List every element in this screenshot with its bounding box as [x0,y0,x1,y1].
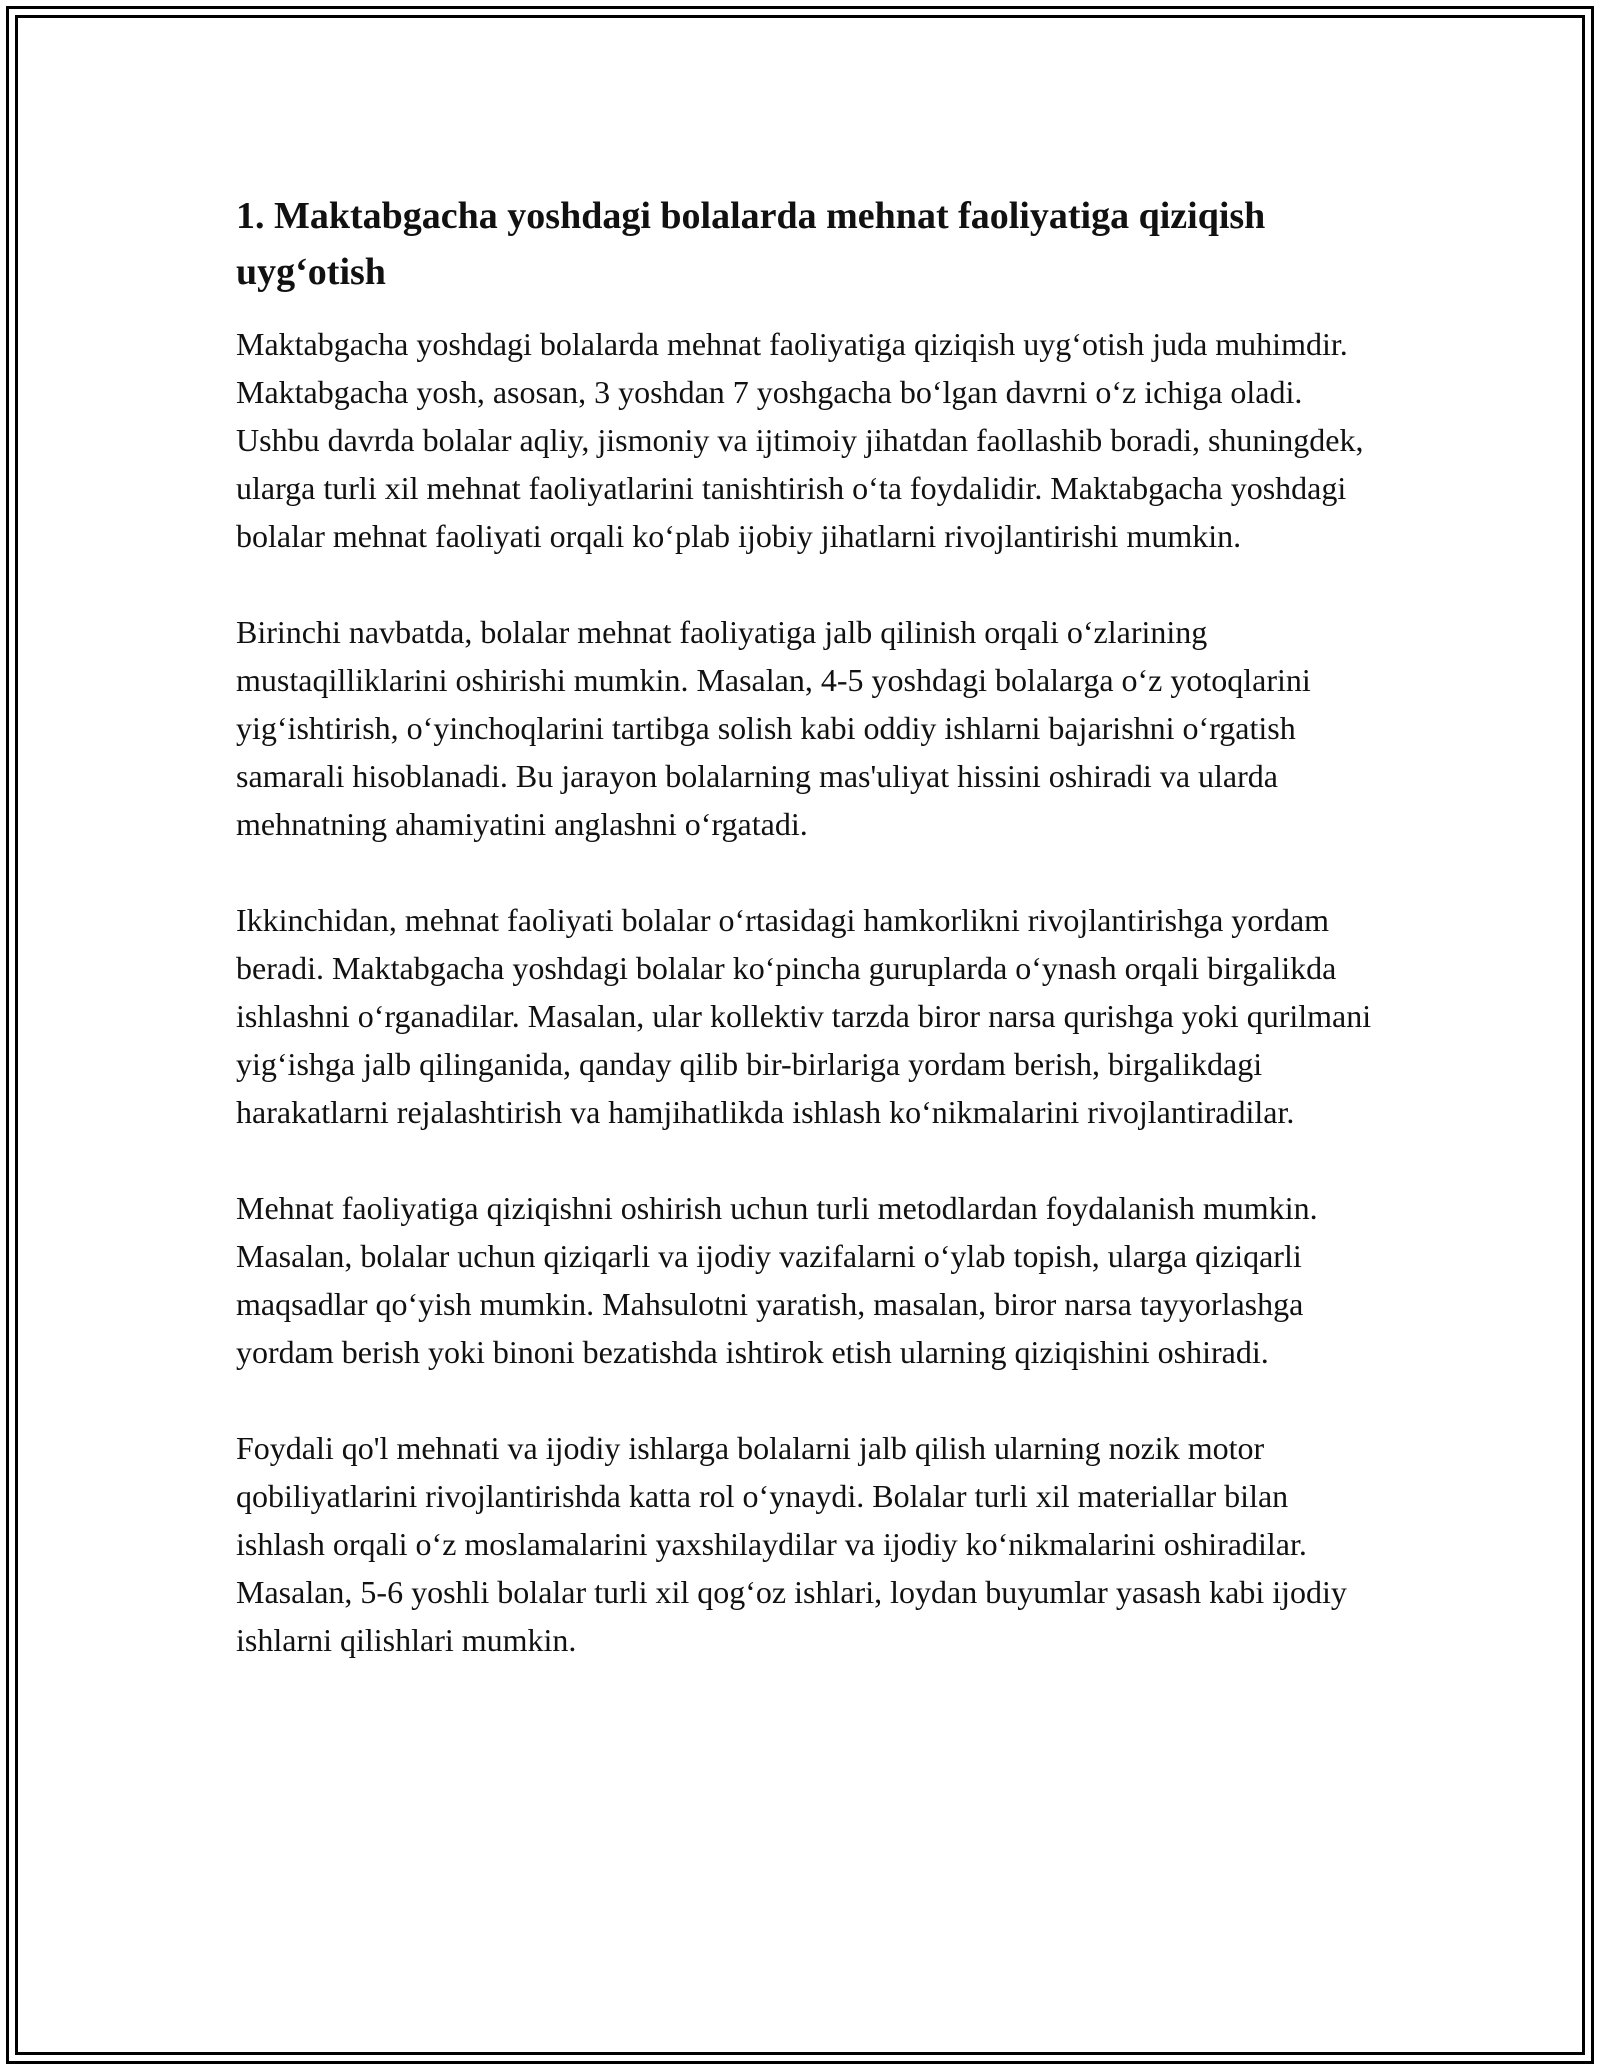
paragraph-4: Mehnat faoliyatiga qiziqishni oshirish uchun turli metodlardan foydalanish mumkin. Masalan, bolalar uchun qiziqarli va ijodiy vazifalarni o‘ylab topish, ularga qiziqarli maqsadlar qo‘yish mumkin. Mahsulotni yaratish, masalan, biror narsa tayyorlashga yordam berish yoki binoni bezatishda ishtirok etish ularning qiziqishini oshiradi. [236,1190,1318,1370]
paragraph-1: Maktabgacha yoshdagi bolalarda mehnat faoliyatiga qiziqish uyg‘otish juda muhimdir. Maktabgacha yosh, asosan, 3 yoshdan 7 yoshgacha bo‘lgan davrni o‘z ichiga oladi. Ushbu davrda bolalar aqliy, jismoniy va ijtimoiy jihatdan faollashib boradi, shuningdek, ularga turli xil mehnat faoliyatlarini tanishtirish o‘ta foydalidir. Maktabgacha yoshdagi bolalar mehnat faoliyati orqali ko‘plab ijobiy jihatlarni rivojlantirishi mumkin. [236,326,1364,554]
paragraph-5: Foydali qo'l mehnati va ijodiy ishlarga bolalarni jalb qilish ularning nozik motor qobiliyatlarini rivojlantirishda katta rol o‘ynaydi. Bolalar turli xil materiallar bilan ishlash orqali o‘z moslamalarini yaxshilaydilar va ijodiy ko‘nikmalarini oshiradilar. Masalan, 5-6 yoshli bolalar turli xil qog‘oz ishlari, loydan buyumlar yasash kabi ijodiy ishlarni qilishlari mumkin. [236,1430,1347,1658]
document-body [236,188,1376,1712]
paragraph-3: Ikkinchidan, mehnat faoliyati bolalar o‘rtasidagi hamkorlikni rivojlantirishga yordam beradi. Maktabgacha yoshdagi bolalar ko‘pincha guruplarda o‘ynash orqali birgalikda ishlashni o‘rganadilar. Masalan, ular kollektiv tarzda biror narsa qurishga yoki qurilmani yig‘ishga jalb qilinganida, qanday qilib bir-birlariga yordam berish, birgalikdagi harakatlarni rejalashtirish va hamjihatlikda ishlash ko‘nikmalarini rivojlantiradilar. [236,902,1372,1130]
document-title: 1. Maktabgacha yoshdagi bolalarda mehnat faoliyatiga qiziqish uyg‘otish [236,195,1266,293]
paragraph-2: Birinchi navbatda, bolalar mehnat faoliyatiga jalb qilinish orqali o‘zlarining mustaqilliklarini oshirishi mumkin. Masalan, 4-5 yoshdagi bolalarga o‘z yotoqlarini yig‘ishtirish, o‘yinchoqlarini tartibga solish kabi oddiy ishlarni bajarishni o‘rgatish samarali hisoblanadi. Bu jarayon bolalarning mas'uliyat hissini oshiradi va ularda mehnatning ahamiyatini anglashni o‘rgatadi. [236,614,1311,842]
